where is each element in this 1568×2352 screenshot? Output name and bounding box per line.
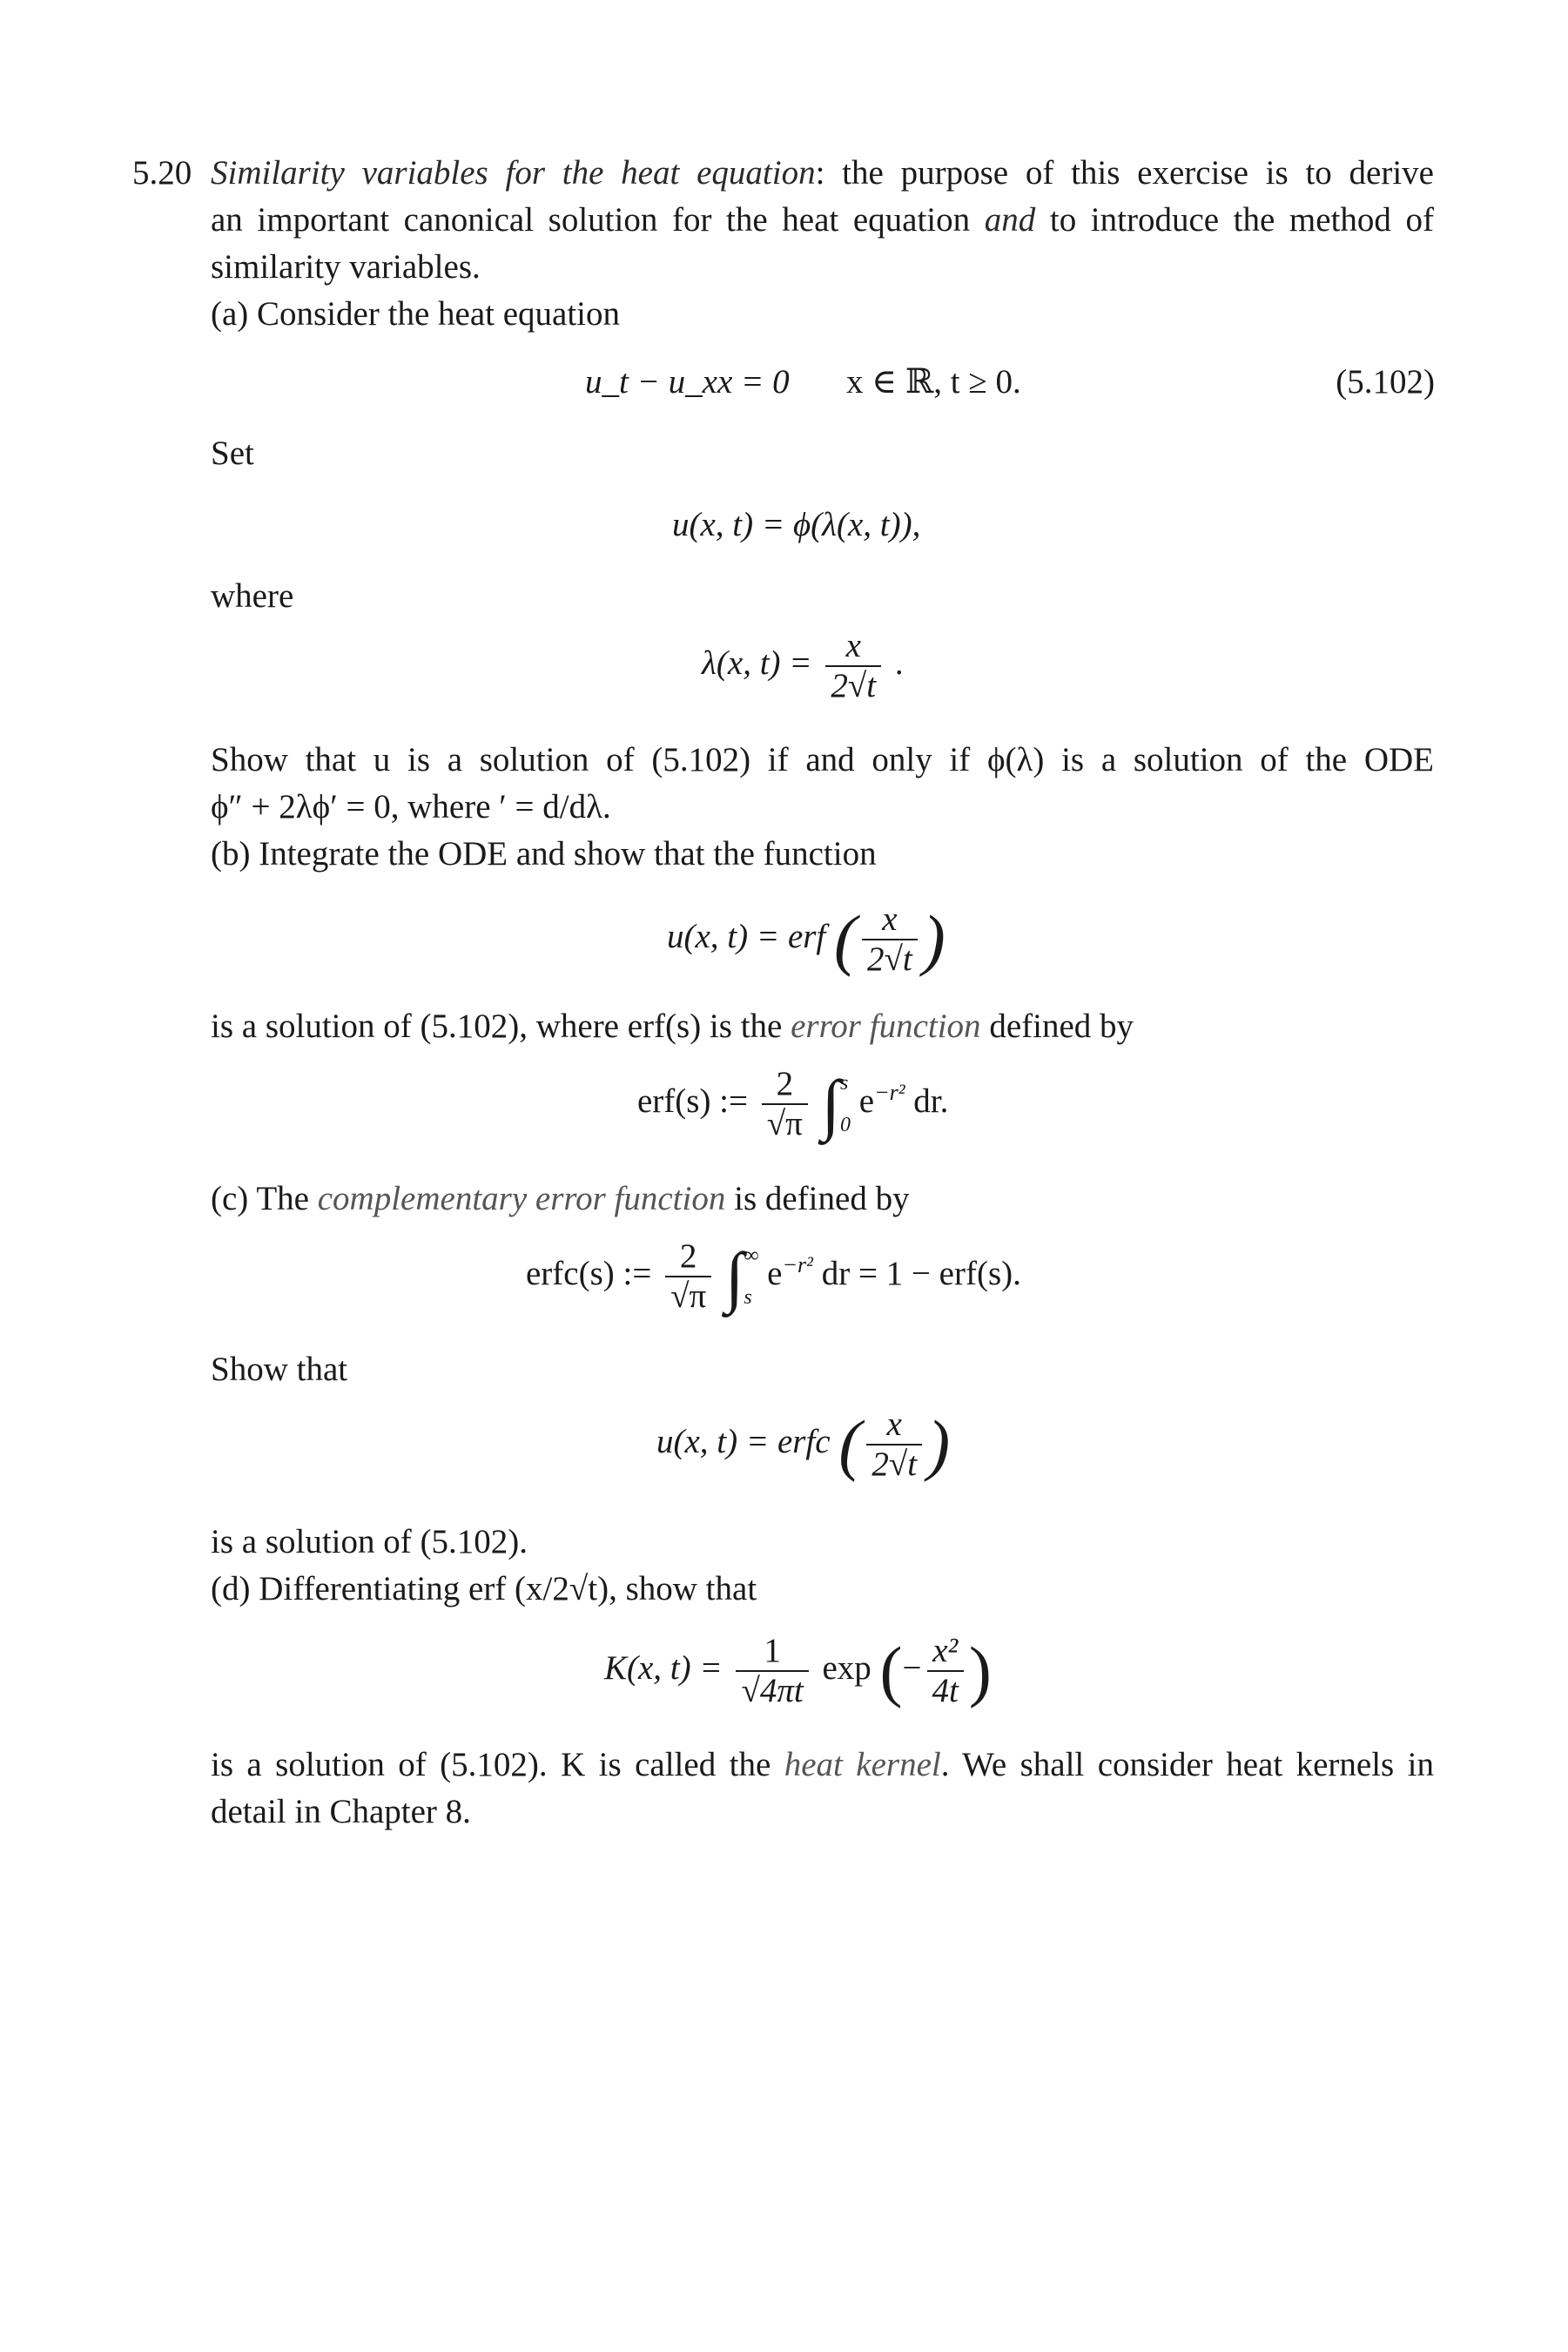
heat-equation-domain: x ∈ ℝ, t ≥ 0.: [846, 363, 1021, 401]
erf-definition: erf(s) := $\frac{2}{√\pi}$ ∫ s 0 $e^{-r^2}$ dr.: [637, 1065, 949, 1142]
exercise-number: 5.20: [132, 154, 192, 192]
intro-line-1: Similarity variables for the heat equation: the purpose of this exercise is to derive: [211, 154, 1434, 192]
intro-line-2: an important canonical solution for the heat equation and to introduce the method of: [211, 201, 1434, 239]
u-phi-substitution: u(x, t) = ϕ(λ(x, t)),: [672, 506, 921, 543]
erfc-solution: u(x, t) = erfc ( $\frac{x}{2√t}$ ): [656, 1405, 951, 1483]
heat-kernel-equation: K(x, t) = $\frac{1}{√4\pi t}$ exp (− $\frac{\text{x²}}{4t}$ ): [604, 1632, 992, 1709]
part-c-heading: (c) The complementary error function is defined by: [211, 1180, 910, 1217]
show-line-1: Show that u is a solution of (5.102) if and only if ϕ(λ) is a solution of the ODE: [211, 741, 1434, 778]
heat-equation: u_t − u_xx = 0: [585, 363, 790, 401]
set-label: Set: [211, 435, 254, 472]
lambda-definition: λ(x, t) = $\frac{x}{2√t}$ .: [702, 627, 904, 704]
where-label: where: [211, 577, 294, 615]
exercise-title: Similarity variables for the heat equation: [211, 154, 816, 192]
erf-solution: u(x, t) = erf ( $\frac{x}{2√t}$ ): [667, 900, 946, 978]
kernel-line-1: is a solution of (5.102). K is called the heat kernel. We shall consider heat kernels in: [211, 1746, 1434, 1783]
solution-c-line: is a solution of (5.102).: [211, 1523, 528, 1560]
part-a-heading: (a) Consider the heat equation: [211, 295, 620, 333]
integral-sign: ∫: [821, 1066, 841, 1142]
intro-line-3: similarity variables.: [211, 248, 481, 286]
equation-number: (5.102): [1336, 363, 1435, 401]
erf-def-line: is a solution of (5.102), where erf(s) is the error function defined by: [211, 1008, 1134, 1045]
part-d-heading: (d) Differentiating erf (x/2√t), show that: [211, 1570, 757, 1607]
part-b-heading: (b) Integrate the ODE and show that the function: [211, 835, 877, 873]
integral-sign: ∫: [724, 1238, 744, 1314]
show-line-2: ϕ″ + 2λϕ′ = 0, where ′ = d/dλ.: [211, 788, 611, 826]
kernel-line-2: detail in Chapter 8.: [211, 1793, 471, 1830]
erfc-definition: erfc(s) := $\frac{2}{√\pi}$ ∫ ∞ s $e^{-r^2}$ dr = 1 − erf(s).: [526, 1237, 1021, 1315]
show-that-label: Show that: [211, 1351, 348, 1388]
